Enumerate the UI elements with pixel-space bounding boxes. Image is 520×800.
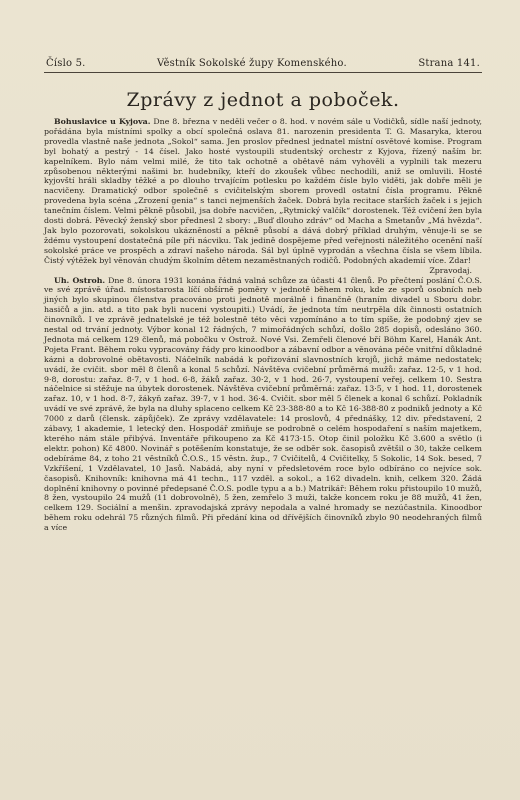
running-header xyxy=(44,58,482,73)
report-body: Dne 8. března v neděli večer o 8. hod. v novém sále u Vodičků, sídle naší jednoty, pořádána byla místními spolky a obcí společná oslava 81. narozenin presidenta T. G. Masaryka, kterou provedla vlastně naše jednota „Sokol“ sama. Jen proslov přednesl jednatel místní osvětové komise. Program byl bohatý a pestrý - 14 čísel. Jako hosté vystoupili studentský orchestr z Kyjova, řízený naším br. kapelníkem. Bylo nám velmi milé, že tito tak ochotně a obětavě nám vyhověli a vyplnili tak mezeru způsobenou některými našimi br. hudebníky, kteří do zkoušek vůbec nechodili, aniž se omluvili. Hosté kyjovští hráli skladby těžké a po dlouho trvajícím potlesku po každém čísle bylo viděti, jak dobře měli je nacvičeny. Dramatický odbor společně s cvičitelským sborem provedl ostatní čísla programu. Pěkně provedena byla scéna „Zrození genia“ s tanci nejmenších žaček. Dobrá byla recitace starších žaček i s jejich tanečním číslem. Velmi pěkně působil, jsa dobře nacvičen, „Rytmický valčík“ dorostenek. Též cvičení žen byla dosti dobrá. Pěvecký ženský sbor přednesl 2 sbory: „Buď dlouho zdráv“ od Macha a Smetanův „Má hvězda“. Jak bylo pozorovati, sokolskou ukázněností a pěkně působí a dává dobrý příklad druhým, věnuje-li se se ždému vystoupení dostatečná píle při nácviku. Tak jedině dospějeme před veřejnosti náležitého ocenění naší sokolské práce ve prospěch a zdraví našeho národa. Sál byl úplně vyprodán a všechna čísla se všem líbila. Čistý výtěžek byl věnován chudým školním dětem nezaměstnaných rodičů. Podobných akademií více. Zdar! xyxy=(44,117,482,265)
journal-name: Věstník Sokolské župy Komenského. xyxy=(156,58,347,69)
report-signature: Zpravodaj. xyxy=(429,265,472,275)
report-place-name: Uh. Ostroh. xyxy=(54,275,106,285)
report-place-name: Bohuslavice u Kyjova. xyxy=(54,117,151,126)
report-bohuslavice xyxy=(44,117,482,275)
report-uh-ostroh xyxy=(44,276,482,534)
issue-number: Číslo 5. xyxy=(46,58,86,69)
article-title: Zprávy z jednot a poboček. xyxy=(126,89,400,111)
page-number: Strana 141. xyxy=(418,58,480,69)
report-body: Dne 8. února 1931 konána řádná valná schůze za účasti 41 členů. Po přečtení poslání Č.O.S. ve své zprávě úřad. místostarosta líčí obšírně poměry v jednotě během roku, kde ze sporů osobních neb jiných bylo skupinou členstva pracováno proti jednotě morálně i finančně (hraním divadel u Sboru dobr. hasičů a jin. atd. a tito pak byli nuceni vystoupiti.) Uvádí, že jednota tím neutrpěla dík činnosti ostatních činovníků. I ve zprávě jednatelské je též bolestně této věci vzpomínáno a to tím spíše, že podobný zjev se nestal od trvání jednoty. Výbor konal 12 řádných, 7 mimořádných schůzí, došlo 285 dopisů, odesláno 360. Jednota má celkem 129 členů, má pobočku v Ostrož. Nové Vsi. Zemřeli členové bří Böhm Karel, Hanák Ant. Pojeta Frant. Během roku vypracovány řády pro kinoodbor a zábavní odbor a věnována péče vnitřní důkladné kázni a dobrovolné obětavosti. Náčelník nabádá k pořizování slavnostních krojů, jichž máme nedostatek; uvádí, že cvičit. sbor měl 8 členů a konal 5 schůzí. Návštěva cvičební průměrná mužů: zařaz. 12·5, v 1 hod. 9·8, dorostu: zařaz. 8·7, v 1 hod. 6·8, žáků zařaz. 30·2, v 1 hod. 26·7, vystoupení veřej. celkem 10. Sestra náčelnice si stěžuje na úbytek dorostenek. Návštěva cvičební průměrná: zařaz. 13·5, v 1 hod. 11, dorostenek zařaz. 10, v 1 hod. 8·7, žákyň zařaz. 39·7, v 1 hod. 36·4. Cvičit. sbor měl 5 členek a konal 6 schůzí. Pokladník uvádí ve své zprávě, že byla na dluhy splaceno celkem Kč 23·388·80 a to Kč 16·388·80 z podniků jednoty a Kč 7000 z darů (člensk. zápůjček). Ze zprávy vzdělavatele: 14 proslovů, 4 přednášky, 12 div. představení, 2 zábavy, 1 akademie, 1 letecký den. Hospodář zmiňuje se podrobně o celém hospodaření s naším majetkem, kterého nám stále přibývá. Inventáře přikoupeno za Kč 4173·15. Otop činil položku Kč 3.600 a světlo (i elektr. pohon) Kč 4800. Novinář s potěšením konstatuje, že se odběr sok. časopisů zvětšil o 30, takže celkem odebíráme 84, z toho 21 věstníků Č.O.S., 15 věstn. žup., 7 Cvičitelů, 4 Cvičitelky, 5 Sokolic, 14 Sok. besed, 7 Vzkříšení, 1 Vzdělavatel, 10 Jasů. Nabádá, aby nyní v předsletovém roce bylo odbíráno co nejvíce sok. časopisů. Knihovník: knihovna má 41 techn., 117 vzděl. a sokol., a 162 divadeln. knih, celkem 320. Žádá doplnění knihovny o povinné předepsané Č.O.S. podle typu a a b.) Matrikář: Během roku přistoupilo 10 mužů, 8 žen, vystoupilo 24 mužů (11 dobrovolně), 5 žen, zemřelo 3 muži, takže koncem roku je 88 mužů, 41 žen, celkem 129. Sociální a menšin. zpravodajská zprávy nepodala a valné hromady se nezúčastnila. Kinoodbor během roku odehrál 75 různých filmů. Při předání kina od dřívějších činovníků zbylo 90 neodehraných filmů a více xyxy=(44,275,482,533)
